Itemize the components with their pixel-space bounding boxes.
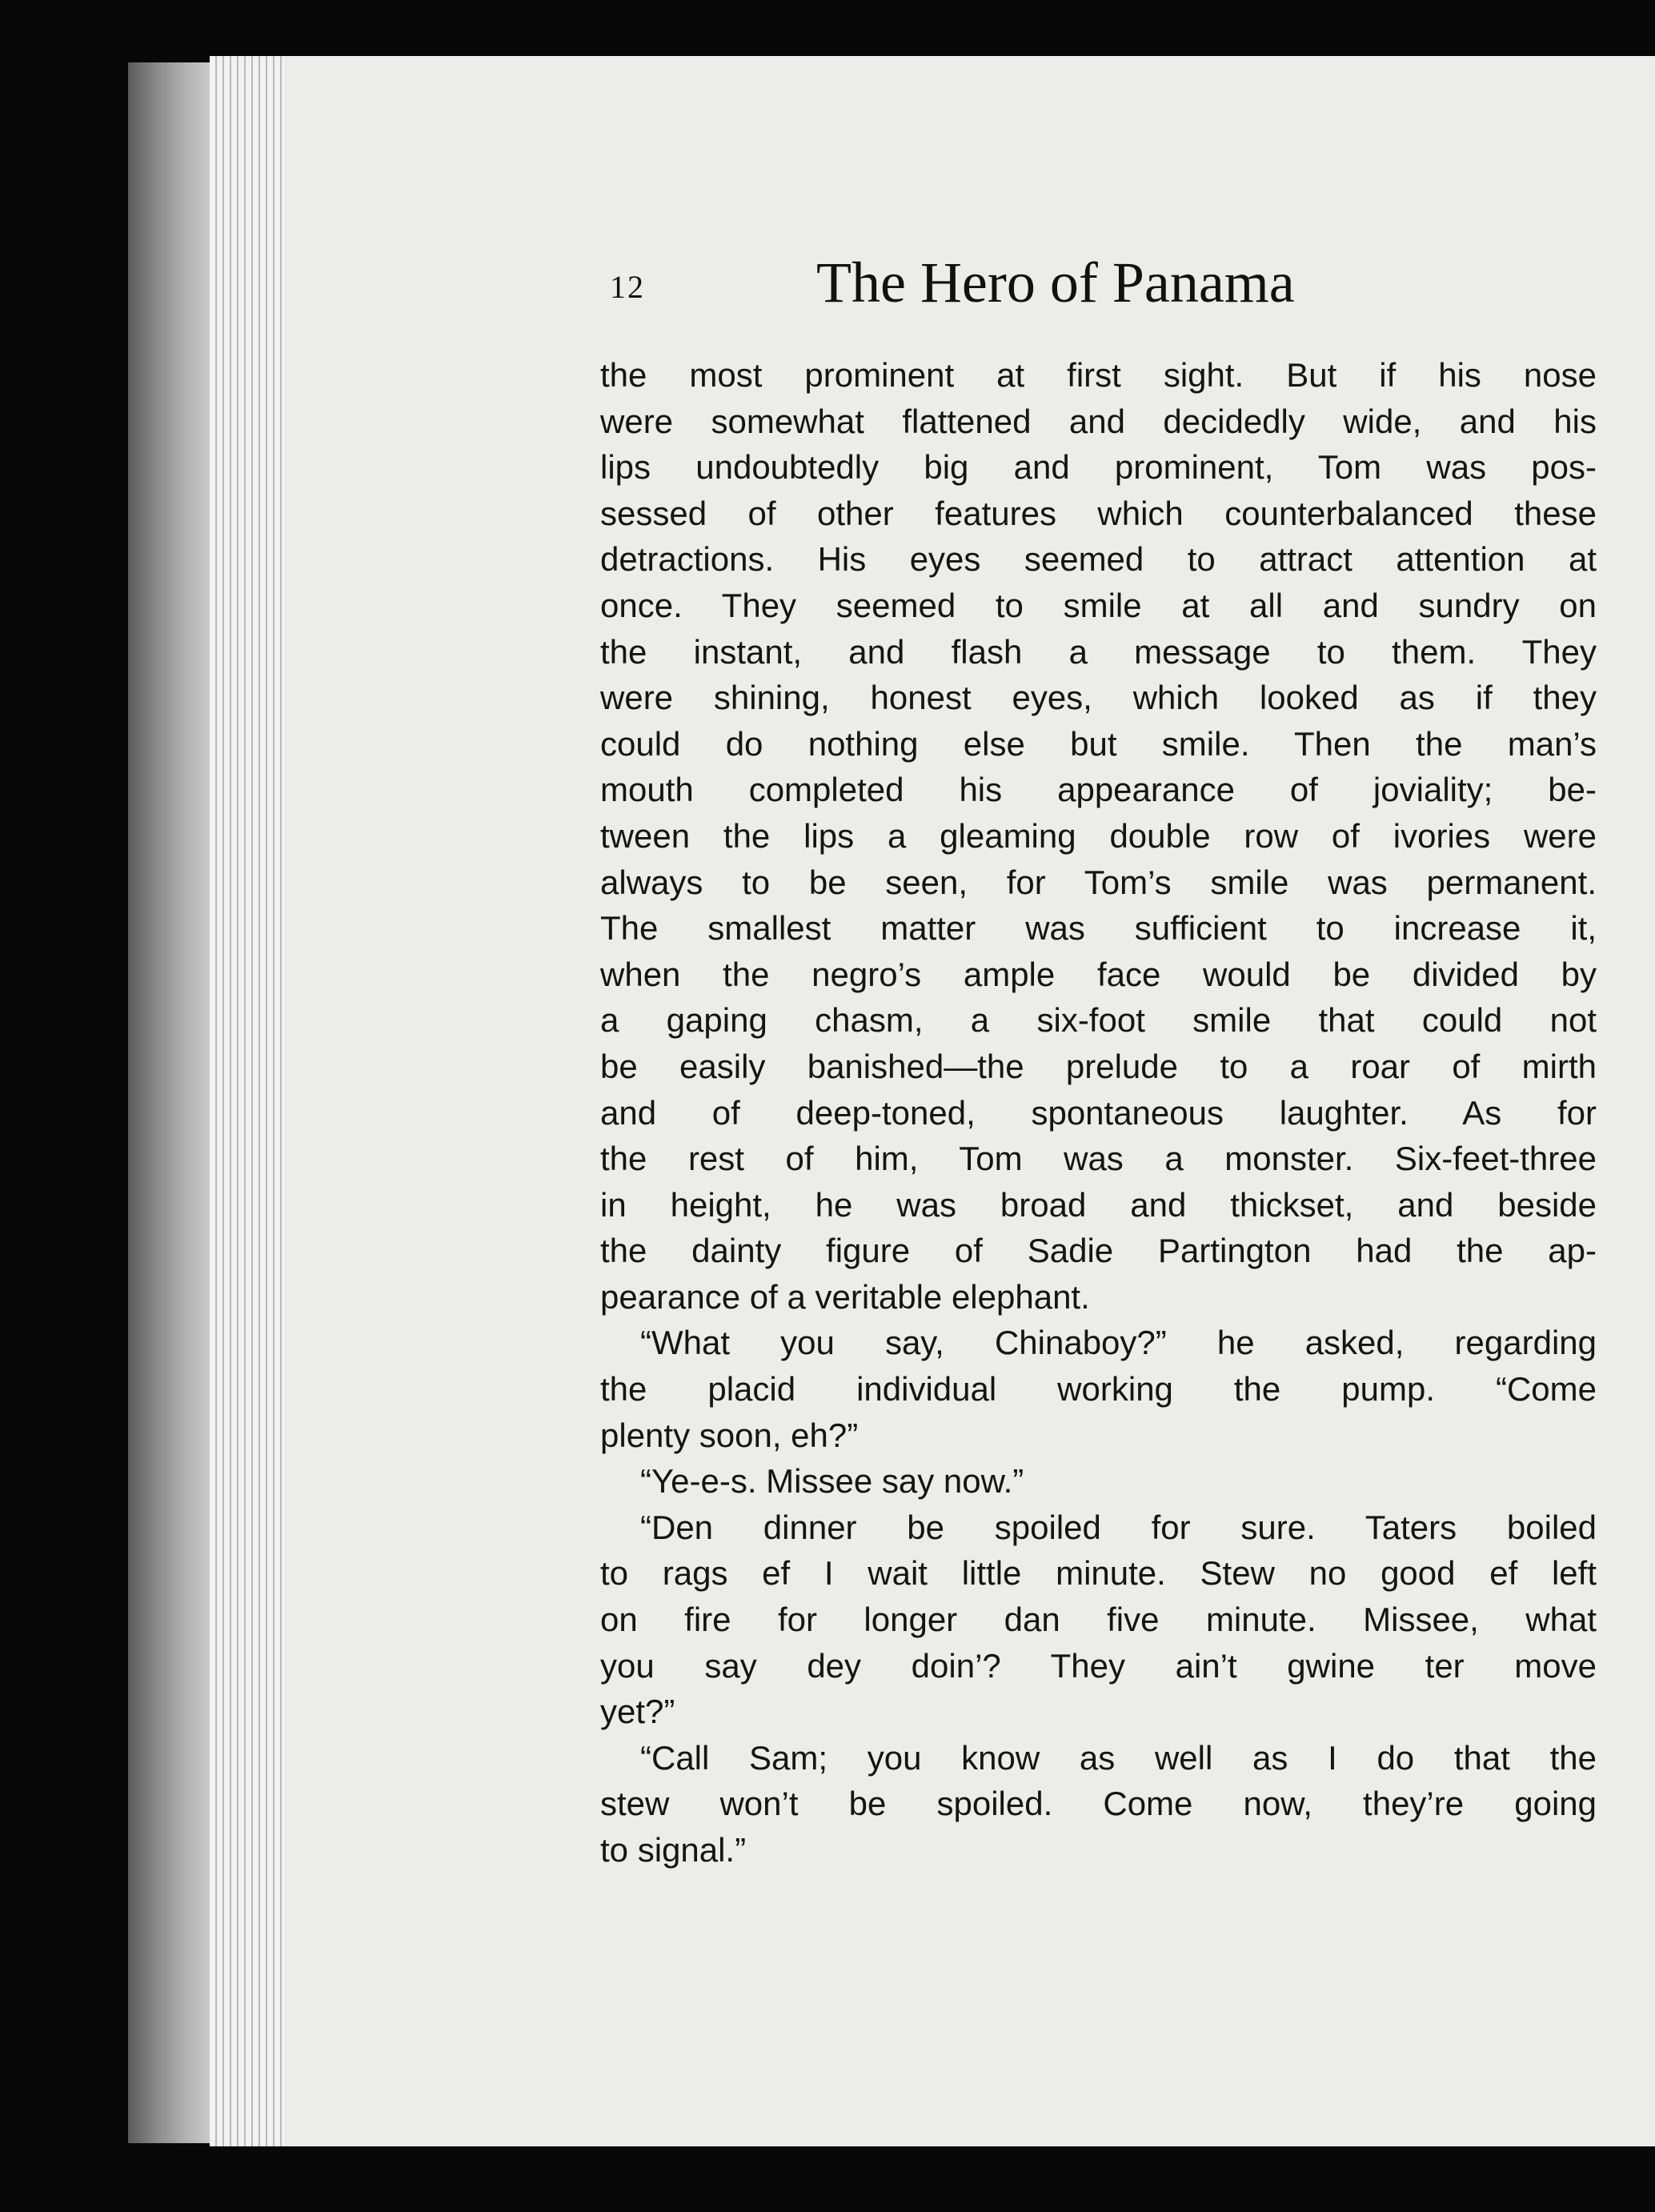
text-line: the placid individual working the pump. “Come bbox=[600, 1370, 1597, 1409]
text-line: always to be seen, for Tom’s smile was permanent. bbox=[600, 863, 1597, 901]
text-line: be easily banished—the prelude to a roar of mirth bbox=[600, 1047, 1597, 1085]
text-line: the dainty figure of Sadie Partington had the ap- bbox=[600, 1232, 1597, 1270]
text-line: yet?” bbox=[600, 1693, 675, 1731]
text-line: lips undoubtedly big and prominent, Tom was pos- bbox=[600, 448, 1597, 487]
text-line: pearance of a veritable elephant. bbox=[600, 1277, 1090, 1316]
text-line: when the negro’s ample face would be divided by bbox=[600, 955, 1597, 993]
text-line: “Den dinner be spoiled for sure. Taters boiled bbox=[640, 1508, 1597, 1546]
text-line: a gaping chasm, a six-foot smile that could not bbox=[600, 1001, 1597, 1040]
text-line: and of deep-toned, spontaneous laughter. As for bbox=[600, 1093, 1597, 1132]
text-line: on fire for longer dan five minute. Missee, what bbox=[600, 1601, 1597, 1639]
text-line: tween the lips a gleaming double row of ivories were bbox=[600, 816, 1597, 855]
text-line: to signal.” bbox=[600, 1831, 747, 1869]
text-line: “Ye-e-s. Missee say now.” bbox=[640, 1462, 1024, 1501]
text-line: once. They seemed to smile at all and sundry on bbox=[600, 586, 1597, 624]
text-line: the instant, and flash a message to them. They bbox=[600, 632, 1597, 671]
text-line: mouth completed his appearance of joviality; be- bbox=[600, 771, 1597, 809]
text-line: in height, he was broad and thickset, and beside bbox=[600, 1185, 1597, 1224]
text-line: stew won’t be spoiled. Come now, they’re going bbox=[600, 1785, 1597, 1823]
text-line: detractions. His eyes seemed to attract attention at bbox=[600, 540, 1597, 579]
text-line: sessed of other features which counterbalanced these bbox=[600, 494, 1597, 532]
text-line: to rags ef I wait little minute. Stew no good ef left bbox=[600, 1554, 1597, 1593]
text-line: could do nothing else but smile. Then the man’s bbox=[600, 724, 1597, 763]
running-head-title: The Hero of Panama bbox=[816, 250, 1295, 315]
text-line: The smallest matter was sufficient to increase it, bbox=[600, 909, 1597, 948]
text-line: the most prominent at first sight. But if his nose bbox=[600, 356, 1597, 394]
page-stack-edges bbox=[210, 56, 287, 2146]
text-line: you say dey doin’? They ain’t gwine ter move bbox=[600, 1646, 1597, 1685]
text-line: the rest of him, Tom was a monster. Six-feet-three bbox=[600, 1140, 1597, 1178]
text-line: plenty soon, eh?” bbox=[600, 1416, 859, 1454]
body-text bbox=[600, 352, 1597, 1873]
page-number: 12 bbox=[610, 269, 645, 305]
text-line: were somewhat flattened and decidedly wide, and his bbox=[600, 402, 1597, 440]
text-line: were shining, honest eyes, which looked as if they bbox=[600, 679, 1597, 717]
text-line: “Call Sam; you know as well as I do that the bbox=[640, 1738, 1597, 1777]
text-line: “What you say, Chinaboy?” he asked, regarding bbox=[640, 1324, 1597, 1362]
book-spine-edge bbox=[128, 62, 216, 2143]
